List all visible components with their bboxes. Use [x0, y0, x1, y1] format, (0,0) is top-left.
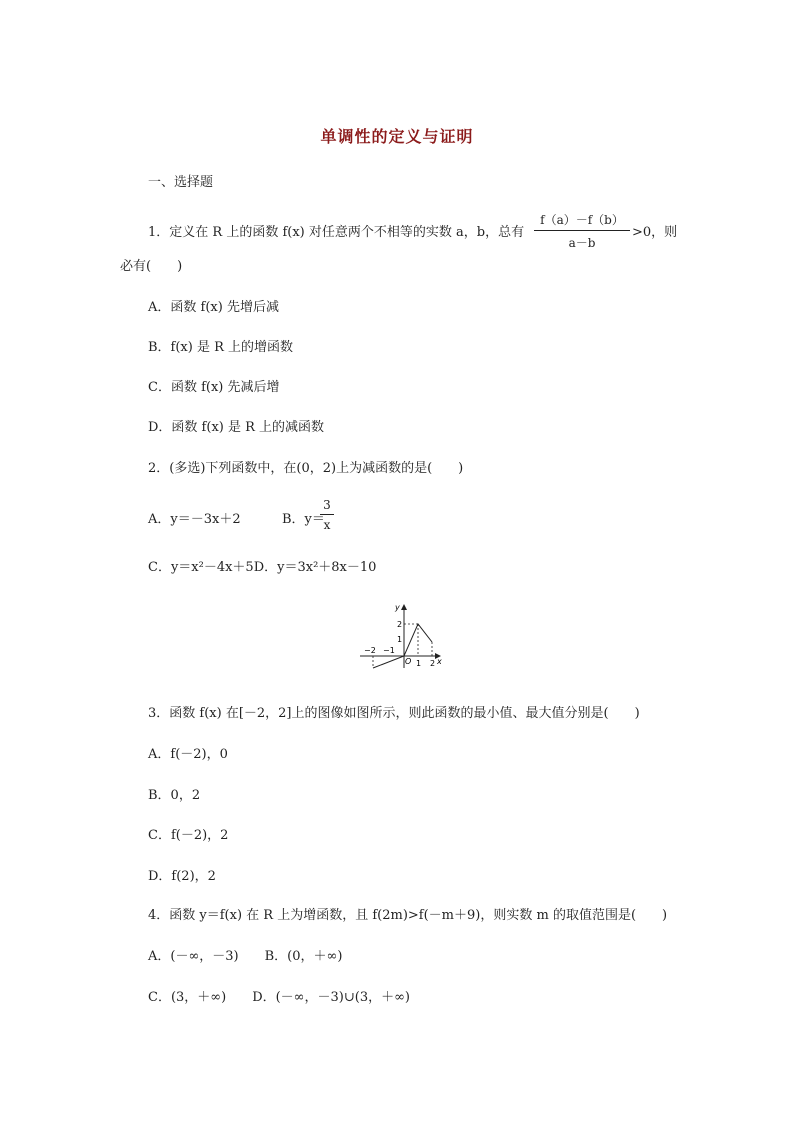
q3-option-c: C．f(－2)，2 — [148, 828, 229, 843]
x-tick-2: 2 — [430, 659, 436, 668]
x-axis-label: x — [437, 657, 442, 666]
q1-fraction-denominator: a－b — [568, 236, 596, 250]
x-tick-neg1: −1 — [383, 646, 395, 655]
y-tick-1: 1 — [397, 635, 403, 644]
y-axis-label: y — [395, 603, 400, 612]
function-graph — [358, 602, 444, 672]
origin-label: O — [405, 657, 412, 666]
y-tick-2: 2 — [397, 620, 403, 629]
q3-stem: 3．函数 f(x) 在[－2，2]上的图像如图所示，则此函数的最小值、最大值分别是( ) — [148, 706, 640, 721]
q3-option-d: D．f(2)，2 — [148, 869, 216, 884]
q1-option-b: B．f(x) 是 R 上的增函数 — [148, 340, 294, 355]
q2-option-b-fraction — [320, 498, 334, 532]
function-curve — [373, 624, 432, 668]
q2-option-b: B．y＝ — [282, 512, 325, 527]
q2-options-cd: C．y＝x²－4x＋5D．y＝3x²＋8x－10 — [148, 560, 377, 575]
q2-stem: 2．(多选)下列函数中，在(0，2)上为减函数的是( ) — [148, 461, 464, 476]
q1-stem-end: >0，则 — [632, 225, 678, 240]
q1-stem: 1．定义在 R 上的函数 f(x) 对任意两个不相等的实数 a，b，总有 — [148, 225, 525, 240]
q3-option-b: B．0，2 — [148, 788, 201, 803]
q1-option-d: D．函数 f(x) 是 R 上的减函数 — [148, 420, 325, 435]
section-heading: 一、选择题 — [148, 175, 214, 190]
q2-fraction-denominator: x — [323, 518, 331, 532]
q4-stem: 4．函数 y＝f(x) 在 R 上为增函数，且 f(2m)>f(－m＋9)，则实数 m 的取值范围是( ) — [148, 908, 668, 923]
x-tick-neg2: −2 — [364, 646, 376, 655]
x-tick-1: 1 — [416, 659, 422, 668]
q1-option-a: A．函数 f(x) 先增后减 — [148, 300, 279, 315]
q1-option-c: C．函数 f(x) 先减后增 — [148, 380, 280, 395]
q1-stem-cont: 必有( ) — [120, 259, 183, 274]
q1-fraction-numerator: f（a）－f（b） — [534, 211, 630, 231]
q4-options-ab: A．(－∞，－3) B．(0，＋∞) — [148, 949, 343, 964]
page-title: 单调性的定义与证明 — [320, 127, 474, 146]
q1-fraction — [534, 211, 630, 251]
q2-fraction-numerator: 3 — [320, 498, 334, 515]
q4-options-cd: C．(3，＋∞) D．(－∞，－3)∪(3，＋∞) — [148, 990, 410, 1005]
q3-option-a: A．f(－2)，0 — [148, 747, 228, 762]
q2-option-a: A．y＝－3x＋2 — [148, 512, 241, 527]
